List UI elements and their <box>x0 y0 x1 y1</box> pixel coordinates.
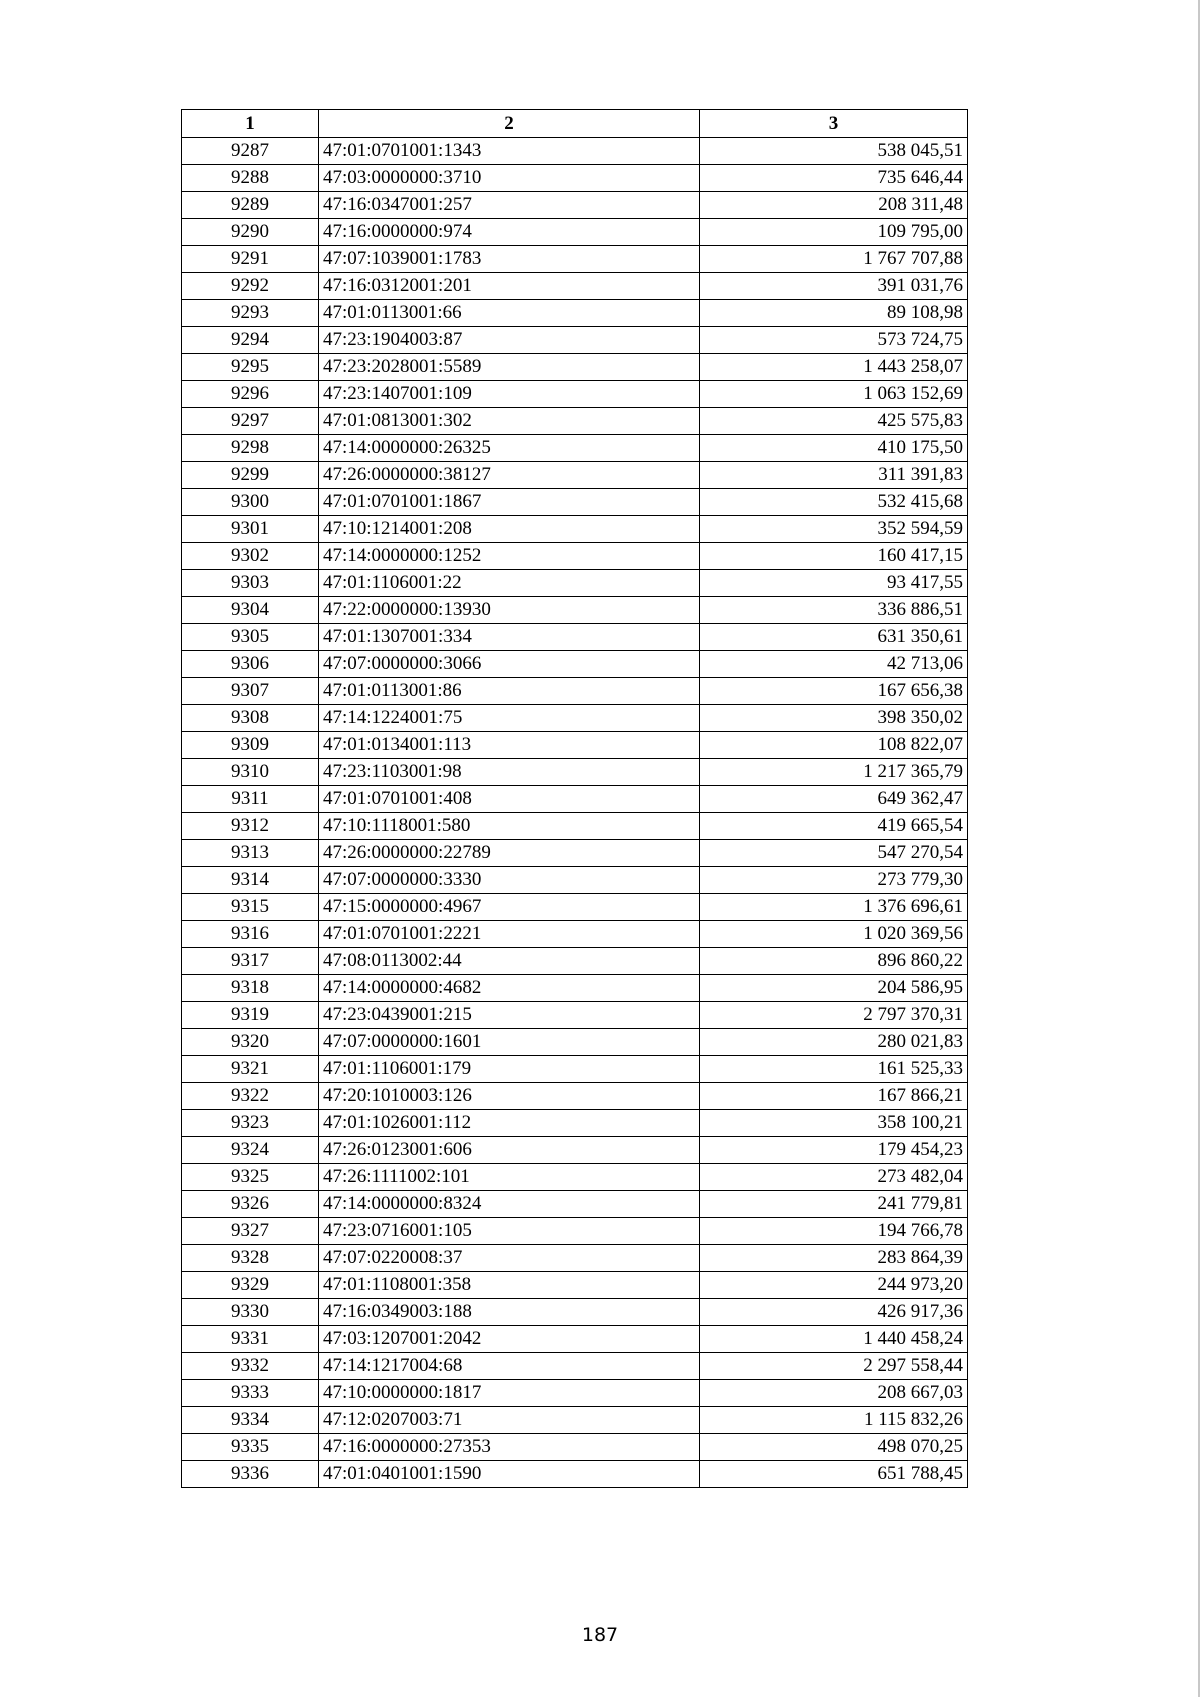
cadastral-number: 47:12:0207003:71 <box>319 1407 700 1434</box>
table-row <box>182 1299 968 1326</box>
cadastral-value: 167 866,21 <box>700 1083 968 1110</box>
row-number: 9336 <box>182 1461 319 1488</box>
cadastral-value: 425 575,83 <box>700 408 968 435</box>
cadastral-value: 241 779,81 <box>700 1191 968 1218</box>
table-row <box>182 948 968 975</box>
row-number: 9293 <box>182 300 319 327</box>
row-number: 9306 <box>182 651 319 678</box>
cadastral-value: 2 797 370,31 <box>700 1002 968 1029</box>
table-row <box>182 192 968 219</box>
table-row <box>182 327 968 354</box>
cadastral-number: 47:22:0000000:13930 <box>319 597 700 624</box>
cadastral-value: 651 788,45 <box>700 1461 968 1488</box>
cadastral-value: 631 350,61 <box>700 624 968 651</box>
cadastral-number: 47:14:0000000:4682 <box>319 975 700 1002</box>
cadastral-number: 47:03:0000000:3710 <box>319 165 700 192</box>
cadastral-value: 167 656,38 <box>700 678 968 705</box>
cadastral-number: 47:26:1111002:101 <box>319 1164 700 1191</box>
table-row <box>182 1353 968 1380</box>
table-header <box>182 110 968 138</box>
row-number: 9290 <box>182 219 319 246</box>
header-row <box>182 110 968 138</box>
table-row <box>182 624 968 651</box>
cadastral-value: 108 822,07 <box>700 732 968 759</box>
table-body <box>182 138 968 1488</box>
cadastral-value: 42 713,06 <box>700 651 968 678</box>
cadastral-value: 204 586,95 <box>700 975 968 1002</box>
table-row <box>182 138 968 165</box>
cadastral-number: 47:08:0113002:44 <box>319 948 700 975</box>
row-number: 9335 <box>182 1434 319 1461</box>
row-number: 9313 <box>182 840 319 867</box>
cadastral-number: 47:16:0347001:257 <box>319 192 700 219</box>
row-number: 9331 <box>182 1326 319 1353</box>
row-number: 9295 <box>182 354 319 381</box>
cadastral-value: 93 417,55 <box>700 570 968 597</box>
table-row <box>182 786 968 813</box>
row-number: 9326 <box>182 1191 319 1218</box>
cadastral-number: 47:01:0813001:302 <box>319 408 700 435</box>
cadastral-number: 47:23:1407001:109 <box>319 381 700 408</box>
cadastral-value: 160 417,15 <box>700 543 968 570</box>
row-number: 9287 <box>182 138 319 165</box>
row-number: 9309 <box>182 732 319 759</box>
cadastral-value: 1 767 707,88 <box>700 246 968 273</box>
row-number: 9334 <box>182 1407 319 1434</box>
cadastral-value: 419 665,54 <box>700 813 968 840</box>
table-row <box>182 1002 968 1029</box>
cadastral-value: 532 415,68 <box>700 489 968 516</box>
cadastral-number: 47:01:0701001:1343 <box>319 138 700 165</box>
table-row <box>182 651 968 678</box>
table-row <box>182 543 968 570</box>
cadastral-value: 89 108,98 <box>700 300 968 327</box>
cadastral-number: 47:23:0439001:215 <box>319 1002 700 1029</box>
row-number: 9292 <box>182 273 319 300</box>
table-row <box>182 1191 968 1218</box>
cadastral-number: 47:16:0349003:188 <box>319 1299 700 1326</box>
cadastral-number: 47:16:0312001:201 <box>319 273 700 300</box>
cadastral-value: 109 795,00 <box>700 219 968 246</box>
cadastral-number: 47:15:0000000:4967 <box>319 894 700 921</box>
cadastral-number: 47:16:0000000:974 <box>319 219 700 246</box>
row-number: 9312 <box>182 813 319 840</box>
table-row <box>182 435 968 462</box>
row-number: 9300 <box>182 489 319 516</box>
row-number: 9301 <box>182 516 319 543</box>
cadastral-value-table <box>181 109 968 1488</box>
cadastral-value: 1 020 369,56 <box>700 921 968 948</box>
cadastral-number: 47:01:0701001:2221 <box>319 921 700 948</box>
table-row <box>182 1434 968 1461</box>
cadastral-value: 2 297 558,44 <box>700 1353 968 1380</box>
cadastral-number: 47:20:1010003:126 <box>319 1083 700 1110</box>
cadastral-value: 735 646,44 <box>700 165 968 192</box>
row-number: 9315 <box>182 894 319 921</box>
table-row <box>182 867 968 894</box>
cadastral-number: 47:03:1207001:2042 <box>319 1326 700 1353</box>
cadastral-number: 47:01:1026001:112 <box>319 1110 700 1137</box>
cadastral-number: 47:23:1904003:87 <box>319 327 700 354</box>
table-row <box>182 381 968 408</box>
table-row <box>182 408 968 435</box>
cadastral-value: 391 031,76 <box>700 273 968 300</box>
cadastral-number: 47:10:0000000:1817 <box>319 1380 700 1407</box>
row-number: 9325 <box>182 1164 319 1191</box>
cadastral-number: 47:01:0134001:113 <box>319 732 700 759</box>
table-row <box>182 705 968 732</box>
cadastral-value: 208 311,48 <box>700 192 968 219</box>
cadastral-number: 47:26:0000000:22789 <box>319 840 700 867</box>
cadastral-value: 283 864,39 <box>700 1245 968 1272</box>
table-row <box>182 1083 968 1110</box>
table-row <box>182 1218 968 1245</box>
cadastral-number: 47:23:2028001:5589 <box>319 354 700 381</box>
row-number: 9330 <box>182 1299 319 1326</box>
row-number: 9305 <box>182 624 319 651</box>
row-number: 9321 <box>182 1056 319 1083</box>
cadastral-value: 1 217 365,79 <box>700 759 968 786</box>
cadastral-number: 47:07:1039001:1783 <box>319 246 700 273</box>
cadastral-number: 47:16:0000000:27353 <box>319 1434 700 1461</box>
table-row <box>182 489 968 516</box>
row-number: 9324 <box>182 1137 319 1164</box>
row-number: 9329 <box>182 1272 319 1299</box>
cadastral-value: 426 917,36 <box>700 1299 968 1326</box>
cadastral-value: 208 667,03 <box>700 1380 968 1407</box>
cadastral-number: 47:26:0123001:606 <box>319 1137 700 1164</box>
cadastral-number: 47:14:0000000:1252 <box>319 543 700 570</box>
cadastral-number: 47:01:1108001:358 <box>319 1272 700 1299</box>
row-number: 9297 <box>182 408 319 435</box>
row-number: 9327 <box>182 1218 319 1245</box>
table-row <box>182 516 968 543</box>
row-number: 9322 <box>182 1083 319 1110</box>
cadastral-number: 47:23:1103001:98 <box>319 759 700 786</box>
row-number: 9316 <box>182 921 319 948</box>
table-row <box>182 921 968 948</box>
cadastral-number: 47:01:0701001:408 <box>319 786 700 813</box>
cadastral-number: 47:14:0000000:8324 <box>319 1191 700 1218</box>
table-row <box>182 462 968 489</box>
row-number: 9320 <box>182 1029 319 1056</box>
cadastral-number: 47:26:0000000:38127 <box>319 462 700 489</box>
row-number: 9314 <box>182 867 319 894</box>
header-col-1: 1 <box>182 110 319 138</box>
cadastral-value: 573 724,75 <box>700 327 968 354</box>
table-row <box>182 1137 968 1164</box>
cadastral-number: 47:14:1217004:68 <box>319 1353 700 1380</box>
cadastral-value: 649 362,47 <box>700 786 968 813</box>
cadastral-number: 47:10:1118001:580 <box>319 813 700 840</box>
table-row <box>182 813 968 840</box>
cadastral-number: 47:10:1214001:208 <box>319 516 700 543</box>
cadastral-value: 398 350,02 <box>700 705 968 732</box>
cadastral-value: 311 391,83 <box>700 462 968 489</box>
row-number: 9288 <box>182 165 319 192</box>
cadastral-number: 47:01:1307001:334 <box>319 624 700 651</box>
table-row <box>182 678 968 705</box>
cadastral-value: 273 482,04 <box>700 1164 968 1191</box>
row-number: 9333 <box>182 1380 319 1407</box>
cadastral-number: 47:01:0113001:66 <box>319 300 700 327</box>
row-number: 9310 <box>182 759 319 786</box>
table-row <box>182 1326 968 1353</box>
table-row <box>182 1461 968 1488</box>
cadastral-value: 1 376 696,61 <box>700 894 968 921</box>
cadastral-value: 179 454,23 <box>700 1137 968 1164</box>
row-number: 9304 <box>182 597 319 624</box>
cadastral-value: 161 525,33 <box>700 1056 968 1083</box>
cadastral-number: 47:23:0716001:105 <box>319 1218 700 1245</box>
row-number: 9319 <box>182 1002 319 1029</box>
cadastral-value: 1 440 458,24 <box>700 1326 968 1353</box>
row-number: 9323 <box>182 1110 319 1137</box>
row-number: 9308 <box>182 705 319 732</box>
cadastral-number: 47:14:1224001:75 <box>319 705 700 732</box>
cadastral-value: 194 766,78 <box>700 1218 968 1245</box>
cadastral-number: 47:07:0220008:37 <box>319 1245 700 1272</box>
cadastral-value: 352 594,59 <box>700 516 968 543</box>
cadastral-number: 47:01:1106001:179 <box>319 1056 700 1083</box>
cadastral-value: 273 779,30 <box>700 867 968 894</box>
table-row <box>182 1164 968 1191</box>
table-row <box>182 246 968 273</box>
table-row <box>182 894 968 921</box>
row-number: 9303 <box>182 570 319 597</box>
row-number: 9311 <box>182 786 319 813</box>
cadastral-number: 47:07:0000000:1601 <box>319 1029 700 1056</box>
row-number: 9318 <box>182 975 319 1002</box>
cadastral-value: 1 063 152,69 <box>700 381 968 408</box>
table-row <box>182 1056 968 1083</box>
cadastral-value: 358 100,21 <box>700 1110 968 1137</box>
cadastral-number: 47:01:0113001:86 <box>319 678 700 705</box>
table-row <box>182 1029 968 1056</box>
cadastral-value: 280 021,83 <box>700 1029 968 1056</box>
row-number: 9332 <box>182 1353 319 1380</box>
cadastral-number: 47:14:0000000:26325 <box>319 435 700 462</box>
row-number: 9291 <box>182 246 319 273</box>
table-row <box>182 273 968 300</box>
header-col-2: 2 <box>319 110 700 138</box>
cadastral-value: 538 045,51 <box>700 138 968 165</box>
cadastral-value: 1 115 832,26 <box>700 1407 968 1434</box>
table-row <box>182 165 968 192</box>
table-row <box>182 1380 968 1407</box>
header-col-3: 3 <box>700 110 968 138</box>
table-row <box>182 354 968 381</box>
cadastral-value: 498 070,25 <box>700 1434 968 1461</box>
row-number: 9299 <box>182 462 319 489</box>
table-row <box>182 1245 968 1272</box>
row-number: 9328 <box>182 1245 319 1272</box>
row-number: 9302 <box>182 543 319 570</box>
cadastral-value: 896 860,22 <box>700 948 968 975</box>
cadastral-number: 47:07:0000000:3330 <box>319 867 700 894</box>
cadastral-number: 47:01:1106001:22 <box>319 570 700 597</box>
row-number: 9307 <box>182 678 319 705</box>
table-row <box>182 1110 968 1137</box>
cadastral-value: 410 175,50 <box>700 435 968 462</box>
table-row <box>182 840 968 867</box>
row-number: 9296 <box>182 381 319 408</box>
table-row <box>182 300 968 327</box>
cadastral-value: 244 973,20 <box>700 1272 968 1299</box>
row-number: 9317 <box>182 948 319 975</box>
table-row <box>182 570 968 597</box>
table-row <box>182 1407 968 1434</box>
table-row <box>182 732 968 759</box>
cadastral-number: 47:01:0701001:1867 <box>319 489 700 516</box>
table-row <box>182 597 968 624</box>
cadastral-value: 336 886,51 <box>700 597 968 624</box>
cadastral-value: 547 270,54 <box>700 840 968 867</box>
cadastral-number: 47:07:0000000:3066 <box>319 651 700 678</box>
table-row <box>182 975 968 1002</box>
row-number: 9289 <box>182 192 319 219</box>
page-number: 187 <box>581 1624 619 1646</box>
row-number: 9298 <box>182 435 319 462</box>
cadastral-number: 47:01:0401001:1590 <box>319 1461 700 1488</box>
table-row <box>182 1272 968 1299</box>
row-number: 9294 <box>182 327 319 354</box>
table-row <box>182 759 968 786</box>
cadastral-value: 1 443 258,07 <box>700 354 968 381</box>
table-row <box>182 219 968 246</box>
